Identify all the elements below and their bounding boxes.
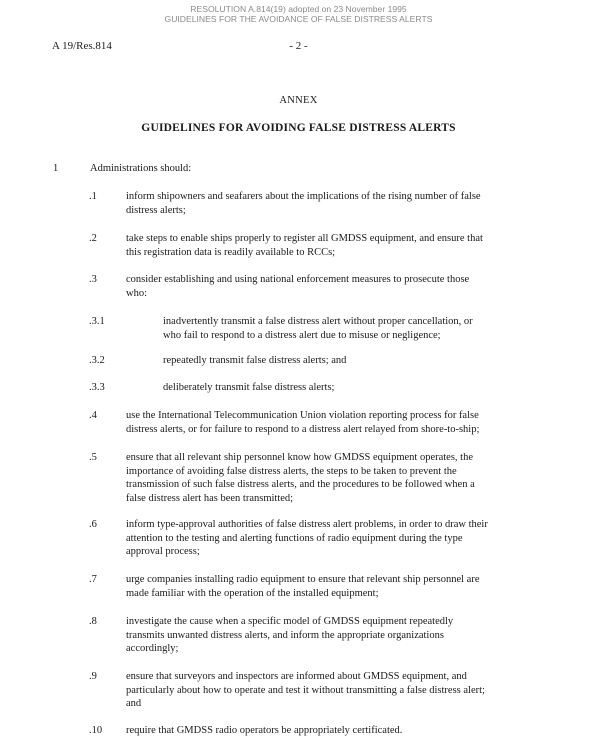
item-text: [126, 670, 536, 711]
item-number: .8: [89, 616, 97, 627]
item-text-line: take steps to enable ships properly to register all GMDSS equipment, and ensure that: [126, 233, 483, 244]
item-number: .10: [89, 725, 103, 736]
resolution-line: RESOLUTION A.814(19) adopted on 23 November 1995: [190, 4, 407, 14]
item-text: [126, 190, 536, 217]
item-text-line: investigate the cause when a specific model of GMDSS equipment repeatedly: [126, 616, 454, 627]
item-number: .3: [89, 274, 97, 285]
item-number: .9: [89, 671, 97, 682]
annex-heading: ANNEX: [279, 95, 318, 106]
item-text-line: deliberately transmit false distress alerts;: [163, 382, 335, 393]
item-text: [163, 381, 543, 395]
item-text: [126, 615, 536, 656]
paragraph-text: Administrations should:: [90, 163, 192, 174]
item-text-line: use the International Telecommunication Union violation reporting process for false: [126, 410, 479, 421]
item-text: [126, 451, 536, 505]
item-text-line: false distress alert has been transmitted;: [126, 492, 294, 504]
item-text-line: distress alerts, or for failure to respond to a distress alert relayed from shore-to-ship;: [126, 423, 480, 435]
item-number: .7: [89, 574, 97, 585]
item-number: .6: [89, 519, 97, 530]
item-text-line: transmits unwanted distress alerts, and inform the appropriate organizations: [126, 629, 444, 641]
resolution-title-line: GUIDELINES FOR THE AVOIDANCE OF FALSE DISTRESS ALERTS: [164, 14, 433, 24]
item-text-line: transmission of such false distress alerts, and the procedures to be followed when a: [126, 479, 475, 490]
document-reference: A 19/Res.814: [52, 40, 112, 52]
item-text: [126, 409, 536, 436]
item-text-line: importance of avoiding false distress alerts, the steps to be taken to prevent the: [126, 465, 457, 477]
page-header: [0, 4, 597, 24]
item-text-line: require that GMDSS radio operators be appropriately certificated.: [126, 725, 403, 736]
item-number: .1: [89, 191, 97, 202]
item-number: .5: [89, 452, 97, 463]
item-text-line: accordingly;: [126, 643, 179, 654]
item-text-line: ensure that all relevant ship personnel know how GMDSS equipment operates, the: [126, 452, 474, 463]
item-text: [126, 724, 536, 738]
item-text-line: who:: [126, 287, 147, 299]
document-title: GUIDELINES FOR AVOIDING FALSE DISTRESS ALERTS: [141, 122, 456, 134]
paragraph-number: 1: [53, 163, 59, 174]
item-text: [126, 573, 536, 600]
item-text-line: repeatedly transmit false distress alerts; and: [163, 355, 347, 366]
item-number: .3.3: [89, 382, 105, 393]
item-text-line: and: [126, 698, 142, 709]
item-number: .4: [89, 410, 97, 421]
item-text: [163, 315, 543, 342]
item-text-line: inadvertently transmit a false distress alert without proper cancellation, or: [163, 316, 473, 327]
item-text-line: distress alerts;: [126, 204, 186, 216]
item-text: [126, 232, 536, 259]
item-text: [126, 273, 536, 300]
item-text-line: approval process;: [126, 546, 200, 557]
item-text-line: attention to the testing and alerting functions of radio equipment during the type: [126, 532, 463, 544]
item-number: .3.2: [89, 355, 105, 366]
item-text-line: urge companies installing radio equipment to ensure that relevant ship personnel are: [126, 574, 480, 585]
item-text-line: this registration data is readily available to RCCs;: [126, 246, 336, 258]
item-text: [126, 518, 536, 559]
item-text: [163, 354, 543, 368]
item-text-line: who fail to respond to a distress alert due to misuse or negligence;: [163, 329, 441, 341]
item-text-line: inform type-approval authorities of false distress alert problems, in order to draw their: [126, 519, 488, 530]
page-number: - 2 -: [289, 40, 308, 52]
item-number: .3.1: [89, 316, 105, 327]
item-text-line: particularly about how to operate and test it without transmitting a false distress alert;: [126, 684, 485, 696]
item-number: .2: [89, 233, 97, 244]
item-text-line: inform shipowners and seafarers about the implications of the rising number of false: [126, 191, 481, 202]
item-text-line: ensure that surveyors and inspectors are informed about GMDSS equipment, and: [126, 671, 467, 682]
item-text-line: consider establishing and using national enforcement measures to prosecute those: [126, 274, 470, 285]
item-text-line: made familiar with the operation of the installed equipment;: [126, 587, 379, 599]
